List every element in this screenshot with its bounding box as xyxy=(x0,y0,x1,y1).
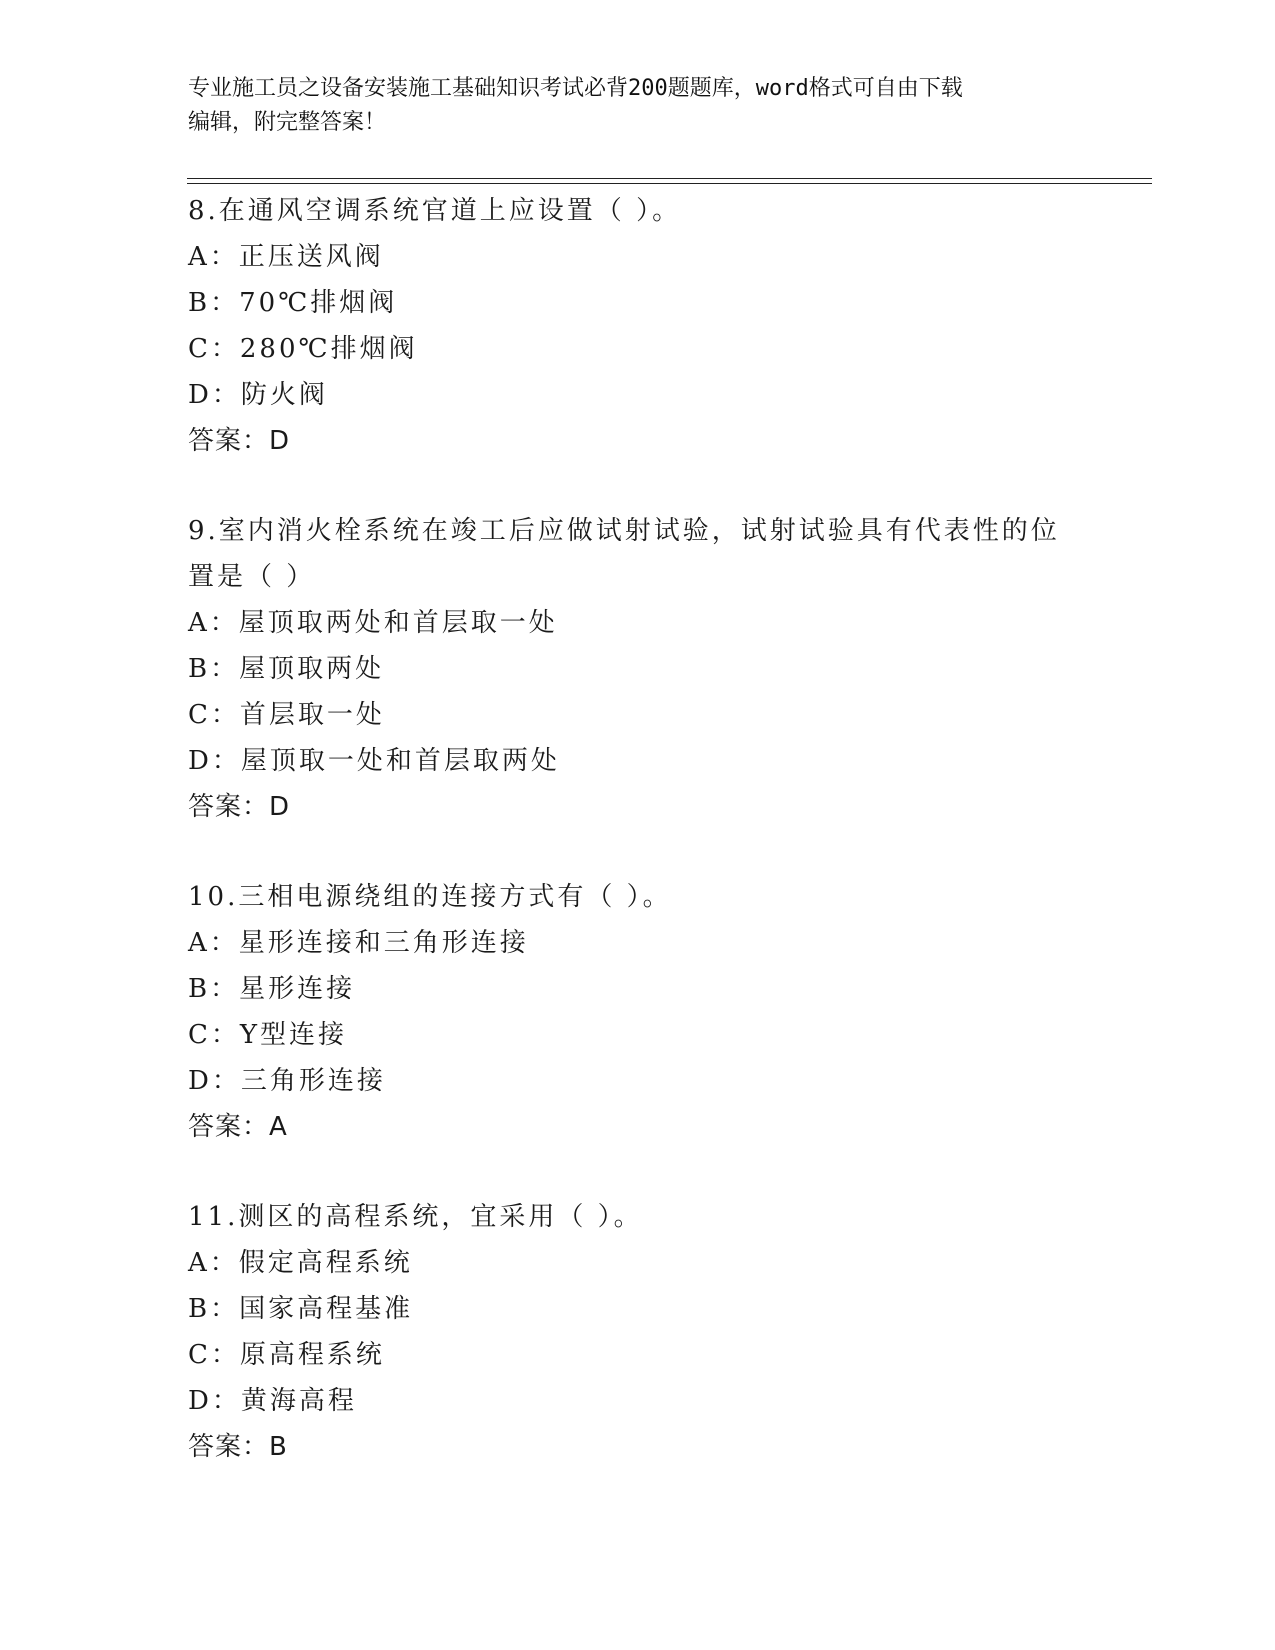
option-a: A：星形连接和三角形连接 xyxy=(188,928,529,958)
answer-line: 答案：D xyxy=(188,792,291,822)
option-b: B：国家高程基准 xyxy=(188,1294,414,1324)
option-c: C：Y型连接 xyxy=(188,1020,348,1050)
option-d: D：三角形连接 xyxy=(188,1066,386,1096)
question-stem: 9.室内消火栓系统在竣工后应做试射试验，试射试验具有代表性的位置是（ ） xyxy=(188,516,1060,592)
question-stem: 10.三相电源绕组的连接方式有（ ）。 xyxy=(188,882,672,912)
question-stem: 11.测区的高程系统，宜采用（ ）。 xyxy=(188,1202,643,1232)
option-b: B：70℃排烟阀 xyxy=(188,288,398,318)
option-a: A：屋顶取两处和首层取一处 xyxy=(188,608,558,638)
option-c: C：原高程系统 xyxy=(188,1340,385,1370)
option-b: B：屋顶取两处 xyxy=(188,654,385,684)
question-item xyxy=(188,1194,1088,1470)
header-divider-top xyxy=(187,178,1152,179)
header-divider-bottom xyxy=(187,183,1152,184)
option-d: D：屋顶取一处和首层取两处 xyxy=(188,746,560,776)
option-a: A：正压送风阀 xyxy=(188,242,384,272)
answer-line: 答案：A xyxy=(188,1112,288,1142)
document-header xyxy=(188,72,1068,140)
option-c: C：首层取一处 xyxy=(188,700,385,730)
option-d: D：防火阀 xyxy=(188,380,328,410)
header-title-line-2: 编辑，附完整答案！ xyxy=(188,110,387,135)
answer-line: 答案：B xyxy=(188,1432,288,1462)
header-title-line-1: 专业施工员之设备安装施工基础知识考试必背200题题库，word格式可自由下载 xyxy=(188,76,963,101)
option-a: A：假定高程系统 xyxy=(188,1248,413,1278)
question-item xyxy=(188,188,1088,464)
question-stem: 8.在通风空调系统官道上应设置（ ）。 xyxy=(188,196,682,226)
question-list xyxy=(188,188,1088,1470)
question-item xyxy=(188,508,1088,830)
option-b: B：星形连接 xyxy=(188,974,356,1004)
option-c: C：280℃排烟阀 xyxy=(188,334,418,364)
question-item xyxy=(188,874,1088,1150)
option-d: D：黄海高程 xyxy=(188,1386,357,1416)
answer-line: 答案：D xyxy=(188,426,291,456)
